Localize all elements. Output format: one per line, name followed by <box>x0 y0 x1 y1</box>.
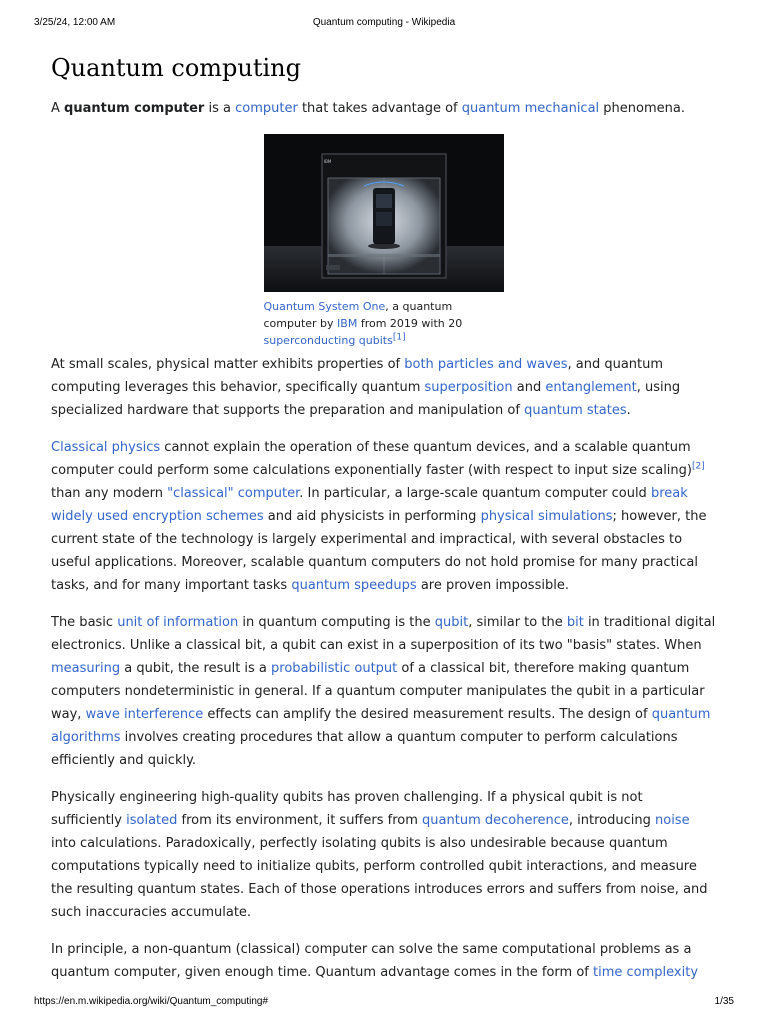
link-time-complexity[interactable]: time complexity <box>593 965 699 980</box>
link-superconducting-qubits[interactable]: superconducting qubits <box>263 334 393 347</box>
link-quantum-mechanical[interactable]: quantum mechanical <box>461 101 600 116</box>
print-header <box>34 17 734 31</box>
print-url: https://en.m.wikipedia.org/wiki/Quantum_computing# <box>34 996 269 1007</box>
link-wave-interference[interactable]: wave interference <box>85 707 204 722</box>
link-computer[interactable]: computer <box>235 101 298 116</box>
link-quantum-speedups[interactable]: quantum speedups <box>291 578 417 593</box>
print-footer <box>34 996 734 1010</box>
link-ibm[interactable]: IBM <box>337 317 358 330</box>
figure <box>264 134 504 349</box>
print-page-number: 1/35 <box>714 996 734 1007</box>
quantum-system-one-image[interactable] <box>264 134 504 292</box>
link-quantum-states[interactable]: quantum states <box>524 403 627 418</box>
svg-text:IBM: IBM <box>323 159 331 164</box>
link-break-encryption[interactable]: break widely used encryption schemes <box>51 486 688 524</box>
link-unit-of-information[interactable]: unit of information <box>117 615 239 630</box>
link-isolated[interactable]: isolated <box>126 813 178 828</box>
article-title: Quantum computing <box>51 54 301 82</box>
paragraph-3: The basic unit of information in quantum computing is the qubit, similar to the bit in traditional digital electronics. Unlike a classical bit, a qubit can exist in a superposition of its two "basis" states. When measuring a qubit, the result is a probabilistic output of a classical bit, therefore making quantum computers nondeterministic in general. If a quantum computer manipulates the qubit in a particular way, wave interference effects can amplify the desired measurement results. The design of quantum algorithms involves creating procedures that allow a quantum computer to perform calculations efficiently and quickly. <box>51 615 716 768</box>
link-probabilistic-output[interactable]: probabilistic output <box>271 661 398 676</box>
link-physical-simulations[interactable]: physical simulations <box>480 509 613 524</box>
link-noise[interactable]: noise <box>655 813 690 828</box>
link-particles-waves[interactable]: both particles and waves <box>404 357 568 372</box>
link-bit[interactable]: bit <box>566 615 584 630</box>
link-measuring[interactable]: measuring <box>51 661 121 676</box>
paragraph-2: Classical physics cannot explain the operation of these quantum devices, and a scalable quantum computer could perform some calculations exponentially faster (with respect to input size scaling)[2] than any modern "classical" computer. In particular, a large-scale quantum computer could break widely used encryption schemes and aid physicists in performing physical simulations; however, the current state of the technology is largely experimental and impractical, with several obstacles to useful applications. Moreover, scalable quantum computers do not hold promise for many practical tasks, and for many important tasks quantum speedups are proven impossible. <box>51 440 707 593</box>
link-quantum-decoherence[interactable]: quantum decoherence <box>422 813 569 828</box>
lead-paragraph: A quantum computer is a computer that takes advantage of quantum mechanical phenomena. <box>51 101 685 116</box>
article-content <box>51 52 716 984</box>
figure-caption: Quantum System One, a quantum computer by IBM from 2019 with 20 superconducting qubits[1] <box>263 300 463 347</box>
link-quantum-system-one[interactable]: Quantum System One <box>263 300 386 313</box>
lead-bold-term: quantum computer <box>64 101 205 116</box>
link-classical-physics[interactable]: Classical physics <box>51 440 161 455</box>
link-qubit[interactable]: qubit <box>434 615 469 630</box>
print-date: 3/25/24, 12:00 AM <box>34 17 116 28</box>
paragraph-5: In principle, a non-quantum (classical) computer can solve the same computational problems as a quantum computer, given enough time. Quantum advantage comes in the form of time complexity <box>51 942 699 980</box>
reference-1[interactable]: [1] <box>392 332 406 343</box>
link-quantum-algorithms[interactable]: quantum algorithms <box>51 707 711 745</box>
print-page-title: Quantum computing - Wikipedia <box>312 17 456 28</box>
reference-2[interactable]: [2] <box>692 461 705 472</box>
link-entanglement[interactable]: entanglement <box>545 380 637 395</box>
paragraph-1: At small scales, physical matter exhibits properties of both particles and waves, and quantum computing leverages this behavior, specifically quantum superposition and entanglement, using specialized hardware that supports the preparation and manipulation of quantum states. <box>51 357 681 418</box>
link-classical-computer[interactable]: "classical" computer <box>167 486 300 501</box>
paragraph-4: Physically engineering high-quality qubits has proven challenging. If a physical qubit is not sufficiently isolated from its environment, it suffers from quantum decoherence, introducing noise into calculations. Paradoxically, perfectly isolating qubits is also undesirable because quantum computations typically need to initialize qubits, perform controlled qubit interactions, and measure the resulting quantum states. Each of those operations introduces errors and suffers from noise, and such inaccuracies accumulate. <box>51 790 708 920</box>
link-superposition[interactable]: superposition <box>424 380 513 395</box>
